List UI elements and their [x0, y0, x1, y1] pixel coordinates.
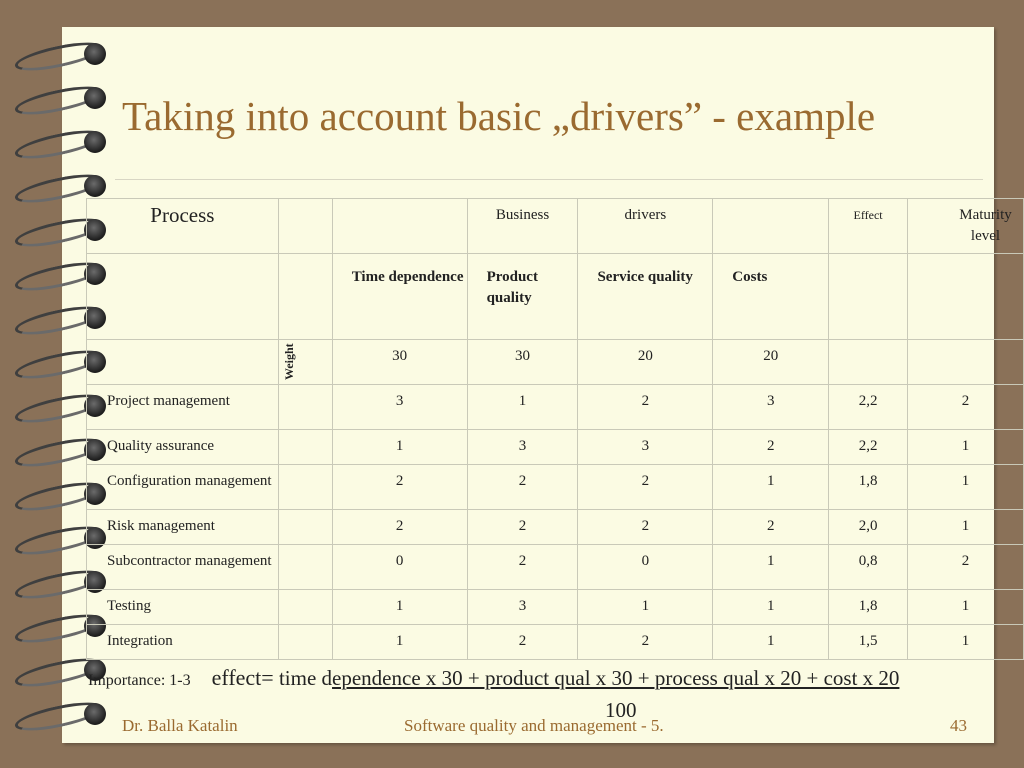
time-score: 2	[332, 465, 467, 510]
process-name: Integration	[87, 625, 279, 660]
product-score: 2	[467, 545, 578, 590]
binding-ring-icon	[14, 128, 110, 158]
maturity-value: 1	[908, 465, 1024, 510]
effect-label: effect=	[211, 665, 274, 690]
costs-score: 1	[713, 465, 829, 510]
effect-value: 1,8	[829, 590, 908, 625]
weight-value: 30	[332, 340, 467, 385]
costs-score: 1	[713, 590, 829, 625]
weight-value: 20	[713, 340, 829, 385]
process-name: Project management	[87, 385, 279, 430]
drivers-header: drivers	[578, 199, 713, 254]
effect-value: 1,5	[829, 625, 908, 660]
binding-ring-icon	[14, 84, 110, 114]
process-name: Testing	[87, 590, 279, 625]
costs-score: 1	[713, 545, 829, 590]
maturity-value: 1	[908, 510, 1024, 545]
product-score: 1	[467, 385, 578, 430]
time-score: 1	[332, 430, 467, 465]
driver-names-row	[87, 254, 1024, 340]
service-score: 2	[578, 385, 713, 430]
table-row	[87, 590, 1024, 625]
process-name: Configuration management	[87, 465, 279, 510]
formula-time-prefix: time d	[273, 666, 333, 690]
service-score: 2	[578, 465, 713, 510]
process-name: Quality assurance	[87, 430, 279, 465]
slide-title: Taking into account basic „drivers” - example	[122, 93, 876, 139]
product-quality-header: Product quality	[467, 254, 578, 340]
maturity-value: 1	[908, 590, 1024, 625]
product-score: 3	[467, 430, 578, 465]
effect-value: 2,2	[829, 430, 908, 465]
product-score: 2	[467, 625, 578, 660]
time-score: 2	[332, 510, 467, 545]
product-score: 2	[467, 510, 578, 545]
table-row	[87, 430, 1024, 465]
business-header: Business	[467, 199, 578, 254]
table-row	[87, 465, 1024, 510]
process-name: Subcontractor management	[87, 545, 279, 590]
costs-score: 1	[713, 625, 829, 660]
product-score: 2	[467, 465, 578, 510]
weight-label: Weight	[278, 340, 332, 385]
weight-row	[87, 340, 1024, 385]
table-row	[87, 385, 1024, 430]
table-row	[87, 510, 1024, 545]
maturity-value: 2	[908, 545, 1024, 590]
importance-note: Importance: 1-3	[88, 672, 191, 689]
product-score: 3	[467, 590, 578, 625]
service-quality-header: Service quality	[578, 254, 713, 340]
table-row	[87, 625, 1024, 660]
footer-course: Software quality and management - 5.	[404, 716, 664, 735]
service-score: 2	[578, 510, 713, 545]
service-score: 0	[578, 545, 713, 590]
effect-header: Effect	[829, 199, 908, 254]
process-name: Risk management	[87, 510, 279, 545]
maturity-header: Maturity level	[908, 199, 1024, 254]
title-divider	[115, 179, 983, 180]
maturity-value: 1	[908, 625, 1024, 660]
effect-formula	[88, 665, 998, 691]
time-score: 1	[332, 590, 467, 625]
drivers-table	[86, 198, 1024, 660]
footer-author: Dr. Balla Katalin	[122, 716, 238, 735]
binding-ring-icon	[14, 40, 110, 70]
service-score: 1	[578, 590, 713, 625]
time-score: 1	[332, 625, 467, 660]
service-score: 3	[578, 430, 713, 465]
costs-score: 2	[713, 510, 829, 545]
table-row	[87, 545, 1024, 590]
formula-expression: ependence x 30 + product qual x 30 + process qual x 20 + cost x 20	[332, 666, 900, 690]
effect-value: 2,2	[829, 385, 908, 430]
weight-value: 20	[578, 340, 713, 385]
process-header: Process	[87, 199, 279, 254]
weight-value: 30	[467, 340, 578, 385]
time-dependence-header: Time dependence	[332, 254, 467, 340]
costs-header: Costs	[713, 254, 829, 340]
table-header-row	[87, 199, 1024, 254]
maturity-value: 1	[908, 430, 1024, 465]
time-score: 3	[332, 385, 467, 430]
effect-value: 2,0	[829, 510, 908, 545]
time-score: 0	[332, 545, 467, 590]
maturity-value: 2	[908, 385, 1024, 430]
costs-score: 3	[713, 385, 829, 430]
formula-divisor: 100	[605, 698, 637, 722]
footer-page-number: 43	[950, 716, 967, 735]
effect-value: 0,8	[829, 545, 908, 590]
binding-ring-icon	[14, 700, 110, 730]
effect-value: 1,8	[829, 465, 908, 510]
costs-score: 2	[713, 430, 829, 465]
service-score: 2	[578, 625, 713, 660]
